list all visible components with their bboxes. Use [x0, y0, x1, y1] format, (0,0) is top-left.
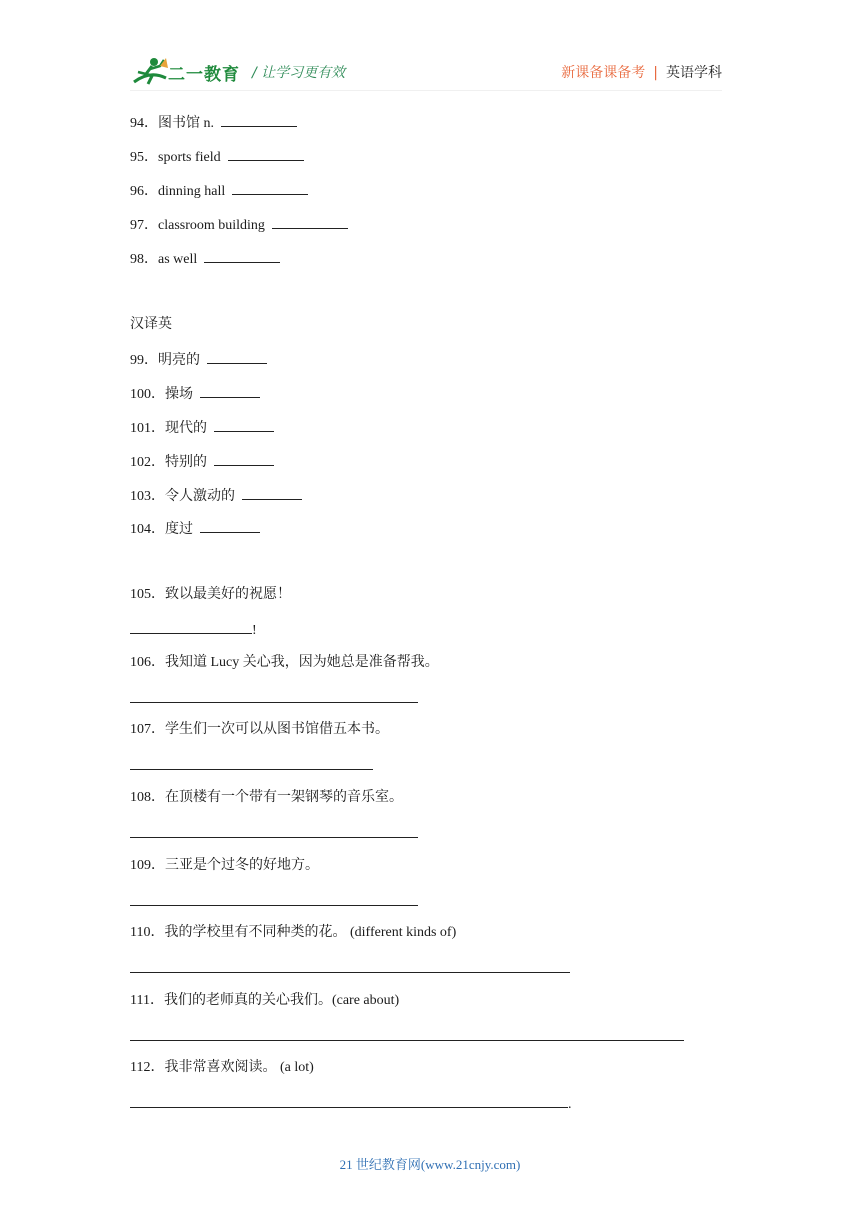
answer-blank[interactable] — [232, 180, 308, 195]
item-number: 96． — [130, 184, 158, 199]
exercise-item-104 — [130, 518, 260, 540]
exercise-item-107 — [130, 720, 389, 740]
answer-blank[interactable] — [130, 619, 252, 634]
answer-blank[interactable] — [228, 146, 304, 161]
item-prompt: 我非常喜欢阅读。 (a lot) — [164, 1060, 314, 1075]
answer-blank[interactable] — [204, 248, 280, 263]
header-rule — [130, 90, 722, 91]
exercise-item-97 — [130, 214, 348, 236]
item-number: 112． — [130, 1060, 165, 1075]
exercise-item-109 — [130, 856, 319, 876]
item-prompt: dinning hall — [158, 184, 226, 199]
item-number: 98． — [130, 252, 158, 267]
exercise-item-101 — [130, 417, 274, 439]
item-number: 105． — [130, 587, 165, 602]
item-number: 104． — [130, 522, 165, 537]
header-slogan: / 让学习更有效 — [252, 65, 346, 81]
answer-line-108[interactable] — [130, 837, 418, 838]
exercise-item-96 — [130, 180, 308, 202]
item-prompt: 令人激动的 — [165, 489, 235, 504]
answer-suffix: ! — [252, 623, 257, 638]
page-header — [0, 0, 860, 100]
item-prompt: 学生们一次可以从图书馆借五本书。 — [165, 722, 389, 737]
answer-line-110[interactable] — [130, 972, 570, 973]
item-number: 100． — [130, 387, 165, 402]
answer-line-105[interactable] — [130, 619, 257, 641]
exercise-item-95 — [130, 146, 304, 168]
header-separator: | — [653, 65, 658, 81]
item-prompt: as well — [158, 252, 198, 267]
item-number: 102． — [130, 455, 165, 470]
item-number: 95． — [130, 150, 158, 165]
answer-line-106[interactable] — [130, 702, 418, 703]
page-footer: 21 世纪教育网(www.21cnjy.com) — [339, 1157, 521, 1172]
exercise-item-94 — [130, 112, 297, 134]
answer-line-109[interactable] — [130, 905, 418, 906]
answer-blank[interactable] — [221, 112, 297, 127]
item-prompt: 操场 — [165, 387, 193, 402]
exercise-item-103 — [130, 485, 302, 507]
item-prompt: sports field — [158, 150, 221, 165]
answer-blank[interactable] — [214, 417, 274, 432]
exercise-item-99 — [130, 349, 267, 371]
item-number: 106． — [130, 655, 165, 670]
answer-line-107[interactable] — [130, 769, 373, 770]
item-number: 109． — [130, 858, 165, 873]
answer-blank[interactable] — [130, 1093, 568, 1108]
item-number: 99． — [130, 353, 158, 368]
item-number: 108． — [130, 790, 165, 805]
exercise-item-100 — [130, 383, 260, 405]
exercise-item-102 — [130, 451, 274, 473]
answer-blank[interactable] — [272, 214, 348, 229]
answer-line-112[interactable] — [130, 1093, 572, 1115]
header-right — [561, 62, 722, 82]
section-heading: 汉译英 — [130, 317, 172, 332]
answer-blank[interactable] — [200, 518, 260, 533]
exercise-item-112 — [130, 1058, 314, 1078]
item-number: 111． — [130, 993, 164, 1008]
answer-blank[interactable] — [200, 383, 260, 398]
item-prompt: classroom building — [158, 218, 265, 233]
answer-blank[interactable] — [242, 485, 302, 500]
answer-suffix: . — [568, 1097, 572, 1112]
item-prompt: 我们的老师真的关心我们。(care about) — [163, 993, 400, 1008]
item-prompt: 致以最美好的祝愿！ — [165, 587, 291, 602]
item-number: 101． — [130, 421, 165, 436]
item-prompt: 特别的 — [165, 455, 207, 470]
header-course-title: 新课备课备考 — [561, 65, 646, 81]
exercise-item-105 — [130, 585, 291, 605]
exercise-item-106 — [130, 653, 439, 673]
exercise-item-111 — [130, 991, 399, 1011]
answer-blank[interactable] — [207, 349, 267, 364]
exercise-item-110 — [130, 923, 456, 943]
exercise-item-108 — [130, 788, 403, 808]
item-number: 107． — [130, 722, 165, 737]
item-prompt: 度过 — [165, 522, 193, 537]
answer-blank[interactable] — [214, 451, 274, 466]
item-number: 110． — [130, 925, 165, 940]
exercise-item-98 — [130, 248, 280, 270]
item-prompt: 图书馆 n. — [158, 116, 214, 131]
item-number: 103． — [130, 489, 165, 504]
item-prompt: 三亚是个过冬的好地方。 — [165, 858, 319, 873]
answer-line-111[interactable] — [130, 1040, 684, 1041]
item-number: 94． — [130, 116, 158, 131]
item-number: 97． — [130, 218, 158, 233]
item-prompt: 我知道 Lucy 关心我，因为她总是准备帮我。 — [165, 655, 439, 670]
item-prompt: 明亮的 — [158, 353, 200, 368]
item-prompt: 现代的 — [165, 421, 207, 436]
logo-text: 二一教育 — [168, 65, 240, 85]
item-prompt: 我的学校里有不同种类的花。 (different kinds of) — [164, 925, 457, 940]
header-subject: 英语学科 — [666, 65, 722, 81]
item-prompt: 在顶楼有一个带有一架钢琴的音乐室。 — [165, 790, 403, 805]
